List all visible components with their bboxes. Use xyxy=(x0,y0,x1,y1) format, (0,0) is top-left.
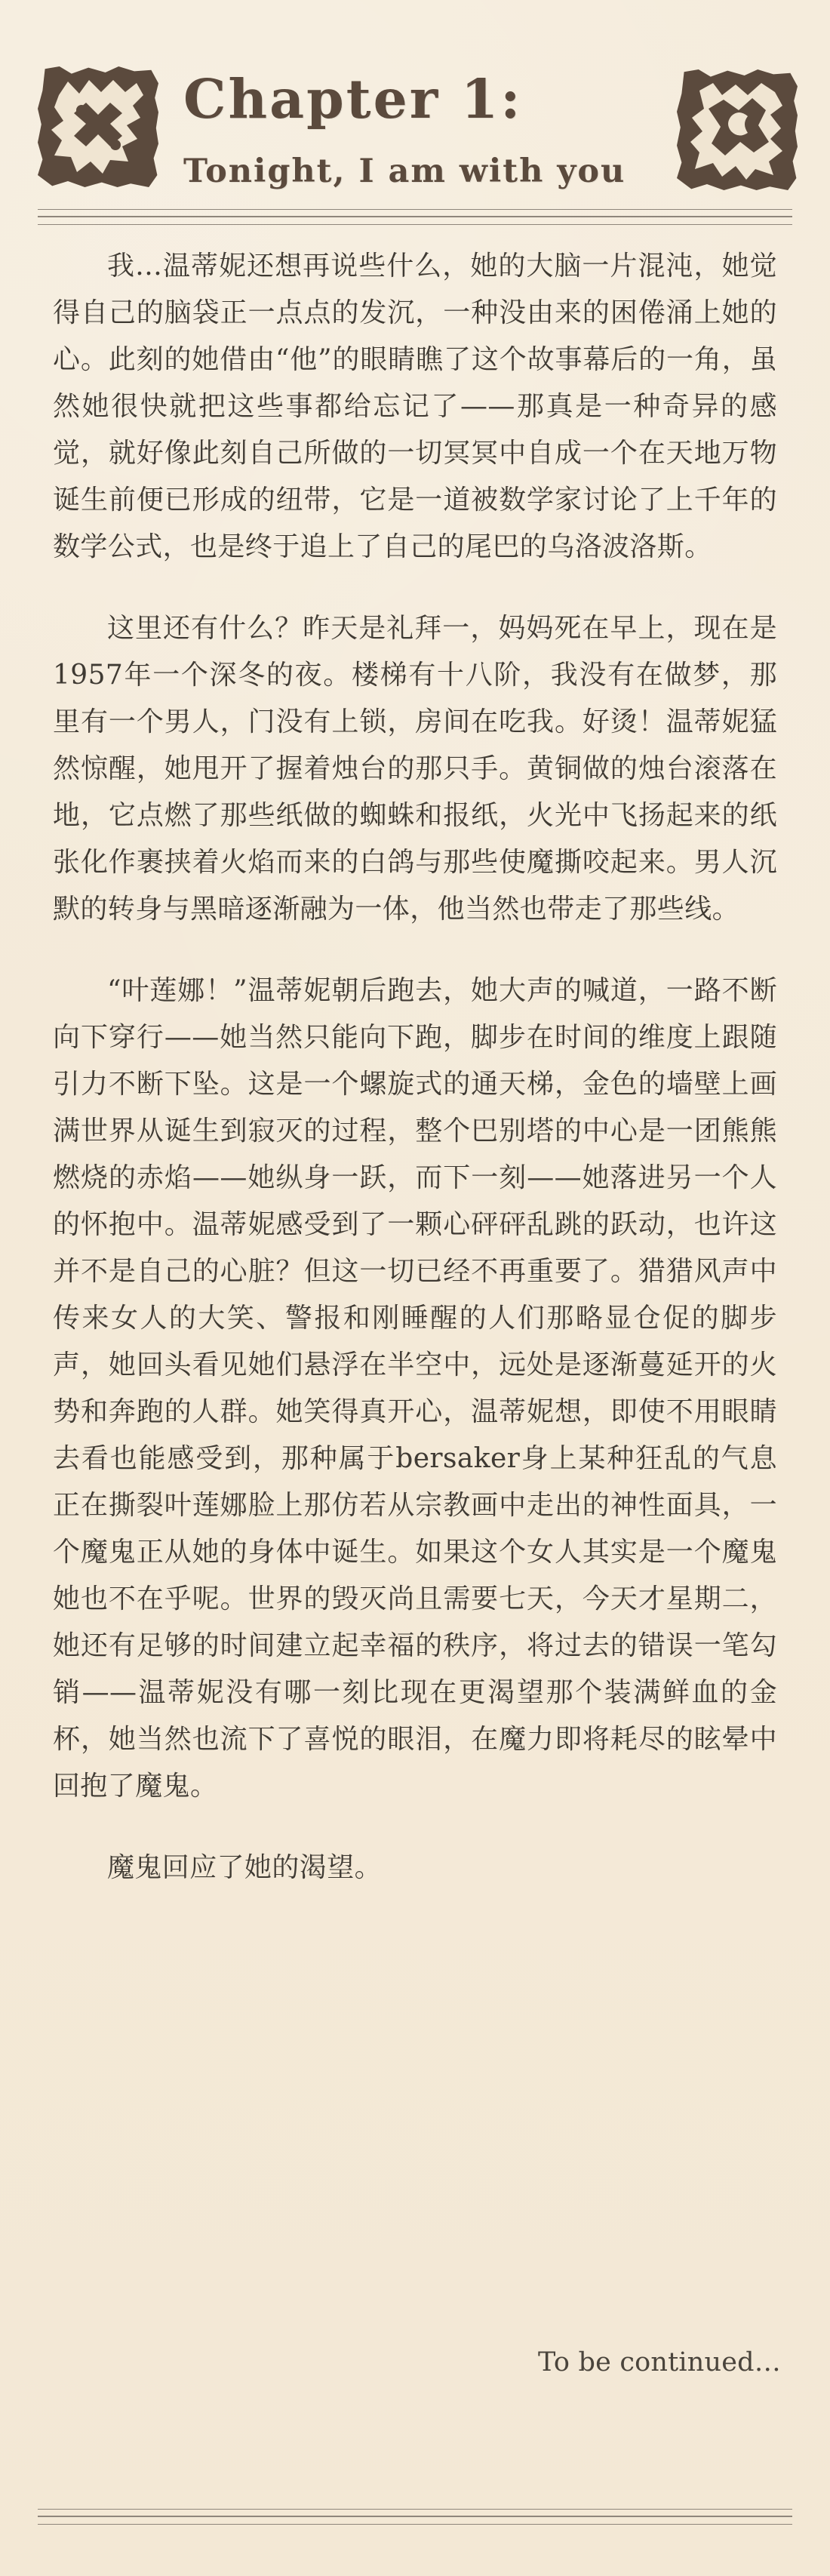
chapter-title-block xyxy=(183,67,636,201)
header-rule-line xyxy=(38,209,792,210)
ornament-left-stamp-graphic xyxy=(38,66,158,187)
footer-rule-line xyxy=(38,2509,792,2510)
chapter-header xyxy=(0,0,830,226)
story-paragraph: 我…温蒂妮还想再说些什么，她的大脑一片混沌，她觉得自己的脑袋正一点点的发沉，一种没由来的困倦涌上她的心。此刻的她借由“他”的眼睛瞧了这个故事幕后的一角，虽然她很快就把这些事都给忘记了——那真是一种奇异的感觉，就好像此刻自己所做的一切冥冥中自成一个在天地万物诞生前便已形成的纽带，它是一道被数学家讨论了上千年的数学公式，也是终于追上了自己的尾巴的乌洛波洛斯。 xyxy=(53,251,777,562)
story-paragraph: “叶莲娜！”温蒂妮朝后跑去，她大声的喊道，一路不断向下穿行——她当然只能向下跑，脚步在时间的维度上跟随引力不断下坠。这是一个螺旋式的通天梯，金色的墙壁上画满世界从诞生到寂灭的过程，整个巴别塔的中心是一团熊熊燃烧的赤焰——她纵身一跃，而下一刻——她落进另一个人的怀抱中。温蒂妮感受到了一颗心砰砰乱跳的跃动，也许这并不是自己的心脏？但这一切已经不再重要了。猎猎风声中传来女人的大笑、警报和刚睡醒的人们那略显仓促的脚步声，她回头看见她们悬浮在半空中，远处是逐渐蔓延开的火势和奔跑的人群。她笑得真开心，温蒂妮想，即使不用眼睛去看也能感受到，那种属于bersaker身上某种狂乱的气息正在撕裂叶莲娜脸上那仿若从宗教画中走出的神性面具，一个魔鬼正从她的身体中诞生。如果这个女人其实是一个魔鬼她也不在乎呢。世界的毁灭尚且需要七天，今天才星期二，她还有足够的时间建立起幸福的秩序，将过去的错误一笔勾销——温蒂妮没有哪一刻比现在更渴望那个装满鲜血的金杯，她当然也流下了喜悦的眼泪，在魔力即将耗尽的眩晕中回抱了魔鬼。 xyxy=(53,975,777,1802)
story-paragraph: 这里还有什么？昨天是礼拜一，妈妈死在早上，现在是1957年一个深冬的夜。楼梯有十八阶，我没有在做梦，那里有一个男人，门没有上锁，房间在吃我。好烫！温蒂妮猛然惊醒，她甩开了握着烛台的那只手。黄铜做的烛台滚落在地，它点燃了那些纸做的蜘蛛和报纸，火光中飞扬起来的纸张化作裹挟着火焰而来的白鸽与那些使魔撕咬起来。男人沉默的转身与黑暗逐渐融为一体，他当然也带走了那些线。 xyxy=(53,613,777,925)
ornament-right-stamp-graphic xyxy=(677,69,798,190)
header-rule-line xyxy=(38,224,792,225)
ornament-right-stamp-icon xyxy=(677,69,798,190)
footer-rule-line xyxy=(38,2516,792,2517)
footer-rule-line xyxy=(38,2524,792,2525)
header-rule-line xyxy=(38,216,792,217)
chapter-subtitle: Tonight, I am with you xyxy=(183,152,626,190)
ending-text: To be continued… xyxy=(538,2347,781,2377)
ornament-left-stamp-icon xyxy=(38,66,158,187)
chapter-title: Chapter 1: xyxy=(183,67,523,131)
story-paragraph: 魔鬼回应了她的渴望。 xyxy=(107,1852,383,1883)
story-content xyxy=(53,243,777,1891)
